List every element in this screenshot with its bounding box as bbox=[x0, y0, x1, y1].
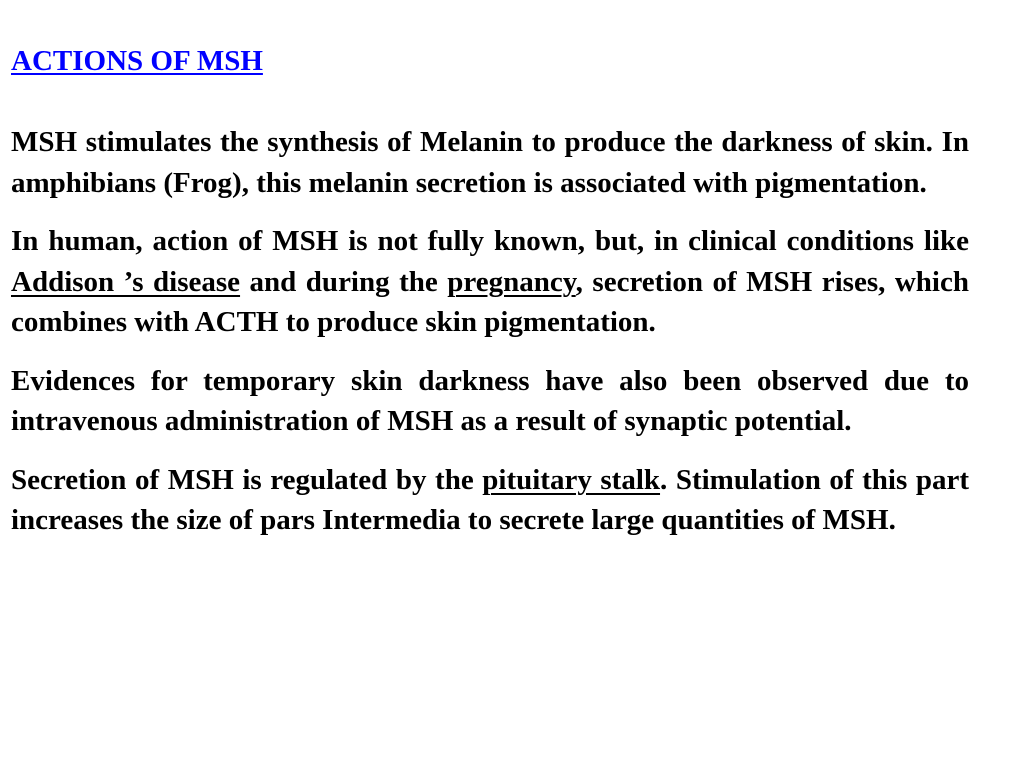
pituitary-stalk-term: pituitary stalk bbox=[482, 463, 661, 496]
paragraph-melanin: MSH stimulates the synthesis of Melanin to produce the darkness of skin. In amphibians (Frog), this melanin secretion is associated with pigmentation. bbox=[11, 126, 969, 199]
paragraph-regulation-text-b: . Stimulation of this part increases the size of pars Intermedia to secrete large quantities of MSH. bbox=[11, 463, 969, 536]
paragraph-regulation-text-a: Secretion of MSH is regulated by the bbox=[11, 463, 483, 496]
paragraph-human-action-text-a: In human, action of MSH is not fully known, but, in clinical conditions like bbox=[11, 225, 969, 257]
paragraph-human-action-text-b: and during the bbox=[240, 265, 448, 298]
paragraph-evidences: Evidences for temporary skin darkness have also been observed due to intravenous administration of MSH as a result of synaptic potential. bbox=[11, 364, 969, 437]
slide-content bbox=[11, 42, 969, 559]
pregnancy-term: pregnancy bbox=[447, 265, 576, 298]
paragraph-human-action bbox=[11, 221, 969, 343]
slide-title: ACTIONS OF MSH bbox=[11, 45, 263, 77]
addisons-disease-term: Addison ’s disease bbox=[11, 265, 241, 298]
paragraph-human-action-text-c: , secretion of MSH rises, which combines with ACTH to produce skin pigmentation. bbox=[11, 265, 969, 338]
paragraph-regulation bbox=[11, 460, 969, 541]
